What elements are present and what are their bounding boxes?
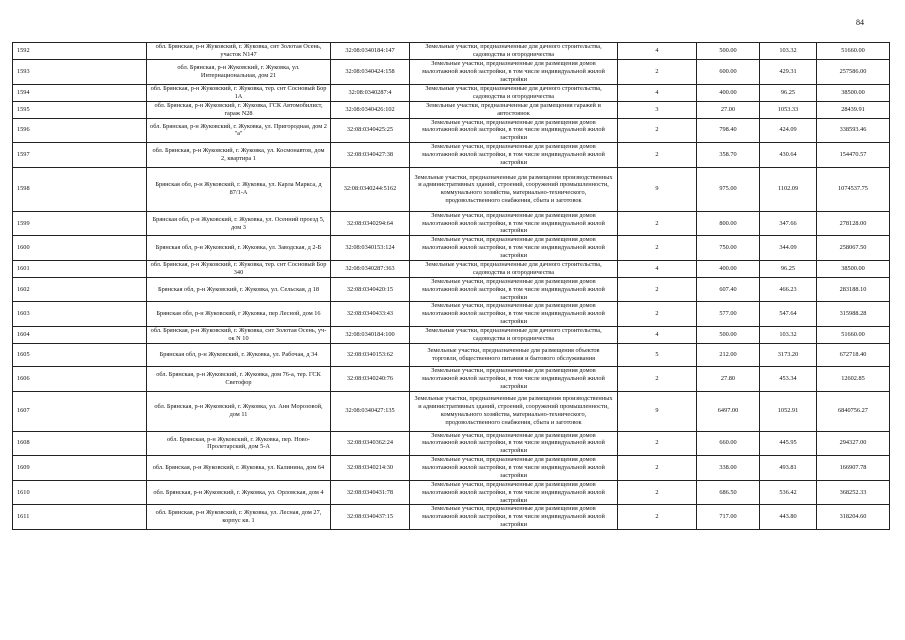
table-row	[13, 431, 890, 456]
address-cell: Брянская обл, р-н Жуковский, г. Жуковка, ул. Сельская, д 18	[147, 277, 331, 302]
cadastral-cost-per-sqm-cell: 1052.91	[760, 391, 817, 431]
row-number-cell: 1610	[13, 480, 147, 505]
cadastral-cost-per-sqm-cell: 430.64	[760, 143, 817, 168]
address-cell: обл. Брянская, р-н Жуковский, г. Жуковка, ул. Лесная, дом 27, корпус кв. 1	[147, 505, 331, 530]
cadastral-cost-per-sqm-cell: 103.32	[760, 43, 817, 60]
address-cell: обл. Брянская, р-н Жуковский, г. Жуковка, ул. Космонавтов, дом 2, квартира 1	[147, 143, 331, 168]
address-cell: Брянская обл, р-н Жуковский, г. Жуковка, ул. Осенний проезд 5, дом 3	[147, 211, 331, 236]
cadastral-cost-per-sqm-cell: 424.09	[760, 118, 817, 143]
group-number-cell: 2	[618, 431, 697, 456]
cadastral-number-cell: 32:08:0340424:158	[331, 60, 410, 85]
cadastral-value-cell: 38500.00	[817, 260, 890, 277]
table-row	[13, 118, 890, 143]
table-row	[13, 60, 890, 85]
cadastral-value-cell: 283188.10	[817, 277, 890, 302]
group-number-cell: 2	[618, 367, 697, 392]
cadastral-value-cell: 278128.00	[817, 211, 890, 236]
cadastral-value-cell: 257586.00	[817, 60, 890, 85]
cadastral-cost-per-sqm-cell: 96.25	[760, 84, 817, 101]
group-number-cell: 2	[618, 118, 697, 143]
group-number-cell: 2	[618, 505, 697, 530]
table-row	[13, 236, 890, 261]
cadastral-value-cell: 12602.85	[817, 367, 890, 392]
area-cell: 577.00	[697, 302, 760, 327]
row-number-cell: 1600	[13, 236, 147, 261]
group-number-cell: 2	[618, 302, 697, 327]
table-row	[13, 143, 890, 168]
cadastral-value-cell: 258067.50	[817, 236, 890, 261]
area-cell: 358.70	[697, 143, 760, 168]
row-number-cell: 1609	[13, 456, 147, 481]
row-number-cell: 1603	[13, 302, 147, 327]
table-row	[13, 344, 890, 367]
address-cell: обл. Брянская, р-н Жуковский, г. Жуковка, ул. Калинина, дом 64	[147, 456, 331, 481]
table-row	[13, 327, 890, 344]
address-cell: обл. Брянская, р-н Жуковский, г. Жуковка, ул. Интернациональная, дом 21	[147, 60, 331, 85]
address-cell: обл. Брянская, р-н Жуковский, г. Жуковка, снт Золотая Осень, участок N147	[147, 43, 331, 60]
land-use-type-cell: Земельные участки, предназначенные для размещения домов малоэтажной жилой застройки, в том числе индивидуальной жилой застройки	[410, 480, 618, 505]
table-row	[13, 167, 890, 211]
cadastral-number-cell: 32:08:0340294:64	[331, 211, 410, 236]
group-number-cell: 9	[618, 167, 697, 211]
area-cell: 400.00	[697, 260, 760, 277]
group-number-cell: 2	[618, 236, 697, 261]
cadastral-value-cell: 315988.28	[817, 302, 890, 327]
cadastral-value-cell: 338593.46	[817, 118, 890, 143]
cadastral-number-cell: 32:08:0340362:24	[331, 431, 410, 456]
address-cell: Брянская обл, р-н Жуковский, г. Жуковка, ул. Заводская, д 2-Б	[147, 236, 331, 261]
cadastral-cost-per-sqm-cell: 536.42	[760, 480, 817, 505]
cadastral-number-cell: 32:08:0340426:102	[331, 101, 410, 118]
area-cell: 607.40	[697, 277, 760, 302]
cadastral-number-cell: 32:08:0340425:25	[331, 118, 410, 143]
cadastral-value-cell: 368252.33	[817, 480, 890, 505]
group-number-cell: 3	[618, 101, 697, 118]
area-cell: 400.00	[697, 84, 760, 101]
area-cell: 6497.00	[697, 391, 760, 431]
cadastral-number-cell: 32:08:0340153:124	[331, 236, 410, 261]
row-number-cell: 1607	[13, 391, 147, 431]
cadastral-number-cell: 32:08:0340420:15	[331, 277, 410, 302]
cadastral-number-cell: 32:08:0340184:100	[331, 327, 410, 344]
cadastral-cost-per-sqm-cell: 1053.33	[760, 101, 817, 118]
cadastral-cost-per-sqm-cell: 96.25	[760, 260, 817, 277]
cadastral-number-cell: 32:08:0340437:15	[331, 505, 410, 530]
land-use-type-cell: Земельные участки, предназначенные для размещения домов малоэтажной жилой застройки, в том числе индивидуальной жилой застройки	[410, 236, 618, 261]
cadastral-value-cell: 51660.00	[817, 43, 890, 60]
cadastral-number-cell: 32:08:0340427:135	[331, 391, 410, 431]
row-number-cell: 1596	[13, 118, 147, 143]
address-cell: обл. Брянская, р-н Жуковский, г. Жуковка, ул. Орловская, дом 4	[147, 480, 331, 505]
cadastral-number-cell: 32:08:0340431:78	[331, 480, 410, 505]
row-number-cell: 1608	[13, 431, 147, 456]
group-number-cell: 4	[618, 84, 697, 101]
land-use-type-cell: Земельные участки, предназначенные для размещения производственных и административных зданий, строений, сооружений промышленности, коммунального хозяйства, материально-технического, продовольственного снабжения, сбыта и заготовок	[410, 391, 618, 431]
cadastral-number-cell: 32:08:0340244:5162	[331, 167, 410, 211]
land-use-type-cell: Земельные участки, предназначенные для дачного строительства, садоводства и огородничества	[410, 43, 618, 60]
row-number-cell: 1599	[13, 211, 147, 236]
land-use-type-cell: Земельные участки, предназначенные для размещения домов малоэтажной жилой застройки, в том числе индивидуальной жилой застройки	[410, 118, 618, 143]
cadastral-registry-table	[12, 42, 890, 530]
land-use-type-cell: Земельные участки, предназначенные для размещения домов малоэтажной жилой застройки, в том числе индивидуальной жилой застройки	[410, 456, 618, 481]
address-cell: Брянская обл, р-н Жуковский, г. Жуковка, ул. Карла Маркса, д 87/1-А	[147, 167, 331, 211]
cadastral-value-cell: 318204.60	[817, 505, 890, 530]
area-cell: 500.00	[697, 43, 760, 60]
address-cell: обл. Брянская, р-н Жуковский, г. Жуковка, дом 76-а, тер. ГСК Светофор	[147, 367, 331, 392]
table-row	[13, 211, 890, 236]
land-use-type-cell: Земельные участки, предназначенные для размещения гаражей и автостоянок	[410, 101, 618, 118]
page-number: 84	[856, 18, 864, 27]
land-use-type-cell: Земельные участки, предназначенные для размещения домов малоэтажной жилой застройки, в том числе индивидуальной жилой застройки	[410, 367, 618, 392]
row-number-cell: 1611	[13, 505, 147, 530]
table-row	[13, 101, 890, 118]
cadastral-value-cell: 1074537.75	[817, 167, 890, 211]
cadastral-value-cell: 38500.00	[817, 84, 890, 101]
table-row	[13, 456, 890, 481]
cadastral-cost-per-sqm-cell: 103.32	[760, 327, 817, 344]
land-use-type-cell: Земельные участки, предназначенные для дачного строительства, садоводства и огородничества	[410, 84, 618, 101]
row-number-cell: 1597	[13, 143, 147, 168]
row-number-cell: 1594	[13, 84, 147, 101]
row-number-cell: 1602	[13, 277, 147, 302]
land-use-type-cell: Земельные участки, предназначенные для дачного строительства, садоводства и огородничества	[410, 327, 618, 344]
area-cell: 600.00	[697, 60, 760, 85]
address-cell: обл. Брянская, р-н Жуковский, г. Жуковка, ул. Анн Морозовой, дом 11	[147, 391, 331, 431]
address-cell: Брянская обл, р-н Жуковский, г. Жуковка, ул. Рабочая, д 34	[147, 344, 331, 367]
area-cell: 798.40	[697, 118, 760, 143]
land-use-type-cell: Земельные участки, предназначенные для дачного строительства, садоводства и огородничества	[410, 260, 618, 277]
group-number-cell: 2	[618, 211, 697, 236]
cadastral-cost-per-sqm-cell: 3173.20	[760, 344, 817, 367]
cadastral-cost-per-sqm-cell: 443.80	[760, 505, 817, 530]
cadastral-number-cell: 32:08:0340287:363	[331, 260, 410, 277]
land-use-type-cell: Земельные участки, предназначенные для размещения домов малоэтажной жилой застройки, в том числе индивидуальной жилой застройки	[410, 143, 618, 168]
row-number-cell: 1604	[13, 327, 147, 344]
cadastral-cost-per-sqm-cell: 547.64	[760, 302, 817, 327]
cadastral-value-cell: 154470.57	[817, 143, 890, 168]
land-use-type-cell: Земельные участки, предназначенные для размещения производственных и административных зданий, строений, сооружений промышленности, коммунального хозяйства, материально-технического, продовольственного снабжения, сбыта и заготовок	[410, 167, 618, 211]
cadastral-number-cell: 32:08:0340184:147	[331, 43, 410, 60]
area-cell: 500.00	[697, 327, 760, 344]
land-use-type-cell: Земельные участки, предназначенные для размещения объектов торговли, общественного питания и бытового обслуживания	[410, 344, 618, 367]
table-row	[13, 84, 890, 101]
cadastral-number-cell: 32:08:0340287:4	[331, 84, 410, 101]
cadastral-value-cell: 294327.00	[817, 431, 890, 456]
area-cell: 212.00	[697, 344, 760, 367]
land-use-type-cell: Земельные участки, предназначенные для размещения домов малоэтажной жилой застройки, в том числе индивидуальной жилой застройки	[410, 211, 618, 236]
group-number-cell: 2	[618, 277, 697, 302]
address-cell: обл. Брянская, р-н Жуковский, г. Жуковка, снт Золотая Осень, уч-ок N 10	[147, 327, 331, 344]
area-cell: 717.00	[697, 505, 760, 530]
cadastral-cost-per-sqm-cell: 466.23	[760, 277, 817, 302]
area-cell: 975.00	[697, 167, 760, 211]
row-number-cell: 1595	[13, 101, 147, 118]
land-use-type-cell: Земельные участки, предназначенные для размещения домов малоэтажной жилой застройки, в том числе индивидуальной жилой застройки	[410, 302, 618, 327]
cadastral-value-cell: 6840756.27	[817, 391, 890, 431]
land-use-type-cell: Земельные участки, предназначенные для размещения домов малоэтажной жилой застройки, в том числе индивидуальной жилой застройки	[410, 505, 618, 530]
cadastral-cost-per-sqm-cell: 493.81	[760, 456, 817, 481]
group-number-cell: 4	[618, 260, 697, 277]
area-cell: 800.00	[697, 211, 760, 236]
table-row	[13, 302, 890, 327]
area-cell: 338.00	[697, 456, 760, 481]
address-cell: обл. Брянская, р-н Жуковский, г. Жуковка, ул. Пригородная, дом 2 "а"	[147, 118, 331, 143]
group-number-cell: 2	[618, 60, 697, 85]
address-cell: обл. Брянская, р-н Жуковский, г. Жуковка, тер. снт Сосновый Бор 340	[147, 260, 331, 277]
group-number-cell: 5	[618, 344, 697, 367]
cadastral-value-cell: 51660.00	[817, 327, 890, 344]
cadastral-cost-per-sqm-cell: 453.34	[760, 367, 817, 392]
cadastral-number-cell: 32:08:0340214:30	[331, 456, 410, 481]
address-cell: обл. Брянская, р-н Жуковский, г. Жуковка, пер. Ново-Пролетарский, дом 5-А	[147, 431, 331, 456]
cadastral-cost-per-sqm-cell: 1102.09	[760, 167, 817, 211]
group-number-cell: 2	[618, 480, 697, 505]
cadastral-cost-per-sqm-cell: 429.31	[760, 60, 817, 85]
area-cell: 27.00	[697, 101, 760, 118]
area-cell: 660.00	[697, 431, 760, 456]
address-cell: обл. Брянская, р-н Жуковский, г. Жуковка, ГСК Автомобилист, гараж N28	[147, 101, 331, 118]
cadastral-cost-per-sqm-cell: 344.09	[760, 236, 817, 261]
land-use-type-cell: Земельные участки, предназначенные для размещения домов малоэтажной жилой застройки, в том числе индивидуальной жилой застройки	[410, 431, 618, 456]
address-cell: обл. Брянская, р-н Жуковский, г. Жуковка, тер. снт Сосновый Бор 1А	[147, 84, 331, 101]
cadastral-value-cell: 28439.91	[817, 101, 890, 118]
table-row	[13, 43, 890, 60]
group-number-cell: 9	[618, 391, 697, 431]
area-cell: 27.80	[697, 367, 760, 392]
cadastral-number-cell: 32:08:0340427:38	[331, 143, 410, 168]
table-row	[13, 391, 890, 431]
land-use-type-cell: Земельные участки, предназначенные для размещения домов малоэтажной жилой застройки, в том числе индивидуальной жилой застройки	[410, 60, 618, 85]
table-body	[13, 43, 890, 530]
row-number-cell: 1598	[13, 167, 147, 211]
row-number-cell: 1592	[13, 43, 147, 60]
row-number-cell: 1605	[13, 344, 147, 367]
cadastral-number-cell: 32:08:0340240:76	[331, 367, 410, 392]
land-use-type-cell: Земельные участки, предназначенные для размещения домов малоэтажной жилой застройки, в том числе индивидуальной жилой застройки	[410, 277, 618, 302]
row-number-cell: 1593	[13, 60, 147, 85]
group-number-cell: 4	[618, 43, 697, 60]
cadastral-cost-per-sqm-cell: 347.66	[760, 211, 817, 236]
area-cell: 686.50	[697, 480, 760, 505]
cadastral-number-cell: 32:08:0340153:62	[331, 344, 410, 367]
cadastral-cost-per-sqm-cell: 445.95	[760, 431, 817, 456]
row-number-cell: 1601	[13, 260, 147, 277]
table-row	[13, 505, 890, 530]
table-row	[13, 367, 890, 392]
cadastral-value-cell: 166907.78	[817, 456, 890, 481]
cadastral-value-cell: 672718.40	[817, 344, 890, 367]
group-number-cell: 4	[618, 327, 697, 344]
table-row	[13, 260, 890, 277]
address-cell: Брянская обл, р-н Жуковский, г Жуковка, пер Лесной, дом 16	[147, 302, 331, 327]
group-number-cell: 2	[618, 143, 697, 168]
cadastral-number-cell: 32:08:0340433:43	[331, 302, 410, 327]
table-row	[13, 277, 890, 302]
table-row	[13, 480, 890, 505]
area-cell: 750.00	[697, 236, 760, 261]
group-number-cell: 2	[618, 456, 697, 481]
row-number-cell: 1606	[13, 367, 147, 392]
